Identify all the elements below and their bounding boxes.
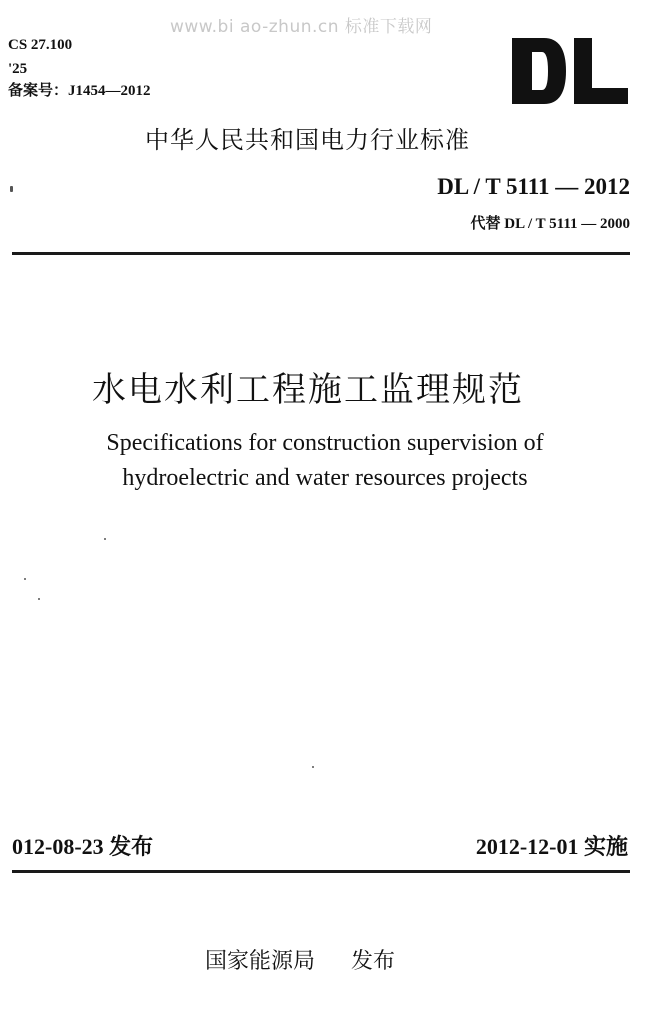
dl-logo [510,36,630,106]
title-english-line-2: hydroelectric and water resources projects [122,465,528,491]
issuer-line [205,944,395,975]
top-rule [12,252,630,255]
scan-speck [312,766,314,768]
ccs-code: '25 [8,61,28,77]
issuer-name: 国家能源局 [205,949,316,974]
title-english [0,426,650,496]
record-number: 备案号：J1454—2012 [8,83,151,99]
ics-code: CS 27.100 [8,37,73,53]
scan-speck [104,538,106,540]
standard-category: 中华人民共和国电力行业标准 [145,126,470,154]
title-chinese: 水电水利工程施工监理规范 [92,370,524,410]
title-english-line-1: Specifications for construction supervision of [106,430,544,456]
scan-speck [24,578,26,580]
publish-date: 012-08-23 发布 [12,834,154,859]
scan-speck [38,598,40,600]
scan-speck [10,186,13,192]
implement-date: 2012-12-01 实施 [475,834,628,859]
standard-code: DL / T 5111 — 2012 [437,174,630,199]
watermark-text: www.bi ao-zhun.cn 标准下载网 [170,17,433,37]
issuer-action: 发布 [351,949,396,974]
bottom-rule [12,870,630,873]
replaces-code: 代替 DL / T 5111 — 2000 [470,216,630,232]
